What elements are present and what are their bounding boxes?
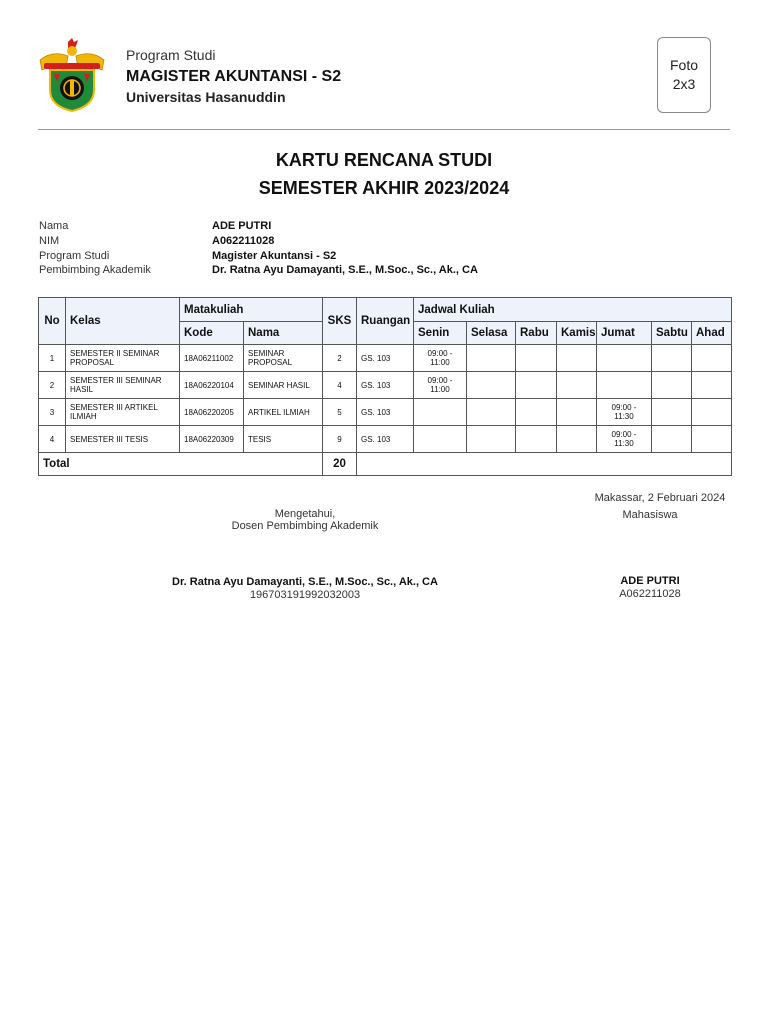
table-row (39, 426, 732, 453)
header-no: No (39, 298, 66, 345)
cell-kelas: SEMESTER III TESIS (66, 426, 180, 453)
cell-kamis (557, 372, 597, 399)
cell-sabtu (652, 426, 692, 453)
cell-kelas: SEMESTER III ARTIKEL ILMIAH (66, 399, 180, 426)
cell-kamis (557, 345, 597, 372)
acknowledged-label: Mengetahui, (274, 508, 336, 520)
program-study-label: Program Studi (39, 250, 110, 262)
total-sks: 20 (323, 453, 357, 476)
cell-selasa (467, 426, 516, 453)
cell-jumat: 09:00 - 11:30 (597, 426, 652, 453)
header-kelas: Kelas (66, 298, 180, 345)
header-jumat: Jumat (597, 322, 652, 345)
cell-nama: SEMINAR PROPOSAL (244, 345, 323, 372)
total-label: Total (39, 453, 323, 476)
header-sks: SKS (323, 298, 357, 345)
cell-jumat (597, 345, 652, 372)
cell-ruangan: GS. 103 (357, 399, 414, 426)
header-sabtu: Sabtu (652, 322, 692, 345)
advisor-signature-name: Dr. Ratna Ayu Damayanti, S.E., M.Soc., Sc., Ak., CA (172, 576, 438, 588)
cell-rabu (516, 399, 557, 426)
total-filler (357, 453, 732, 476)
page-subtitle: SEMESTER AKHIR 2023/2024 (258, 178, 510, 198)
cell-senin (414, 426, 467, 453)
cell-sks: 4 (323, 372, 357, 399)
photo-label: Foto (669, 57, 698, 73)
cell-no: 1 (39, 345, 66, 372)
cell-senin: 09:00 - 11:00 (414, 345, 467, 372)
cell-sks: 9 (323, 426, 357, 453)
cell-ruangan: GS. 103 (357, 426, 414, 453)
cell-ahad (692, 399, 732, 426)
header-matakuliah: Matakuliah (180, 298, 323, 322)
program-name: MAGISTER AKUNTANSI - S2 (126, 68, 342, 85)
student-signature-nim: A062211028 (619, 588, 681, 600)
university-crest-icon (38, 38, 106, 112)
cell-senin (414, 399, 467, 426)
cell-sabtu (652, 399, 692, 426)
header-kamis: Kamis (557, 322, 597, 345)
student-advisor: Dr. Ratna Ayu Damayanti, S.E., M.Soc., Sc., Ak., CA (212, 264, 478, 276)
header-jadwal: Jadwal Kuliah (414, 298, 732, 322)
advisor-id: 196703191992032003 (249, 589, 361, 601)
cell-jumat: 09:00 - 11:30 (597, 399, 652, 426)
cell-rabu (516, 426, 557, 453)
cell-senin: 09:00 - 11:00 (414, 372, 467, 399)
cell-selasa (467, 345, 516, 372)
cell-no: 4 (39, 426, 66, 453)
student-program: Magister Akuntansi - S2 (212, 250, 337, 262)
nim-label: NIM (39, 235, 60, 247)
advisor-label: Pembimbing Akademik (39, 264, 151, 276)
cell-nama: SEMINAR HASIL (244, 372, 323, 399)
header-divider (38, 129, 730, 130)
cell-kode: 18A06220309 (180, 426, 244, 453)
cell-no: 3 (39, 399, 66, 426)
header-senin: Senin (414, 322, 467, 345)
signature-date: Makassar, 2 Februari 2024 (594, 492, 726, 504)
header-rabu: Rabu (516, 322, 557, 345)
cell-kelas: SEMESTER II SEMINAR PROPOSAL (66, 345, 180, 372)
cell-rabu (516, 372, 557, 399)
header-nama: Nama (244, 322, 323, 345)
student-signature-name: ADE PUTRI (620, 575, 680, 587)
student-name: ADE PUTRI (212, 220, 272, 232)
page-title: KARTU RENCANA STUDI (275, 150, 493, 170)
header-kode: Kode (180, 322, 244, 345)
cell-ahad (692, 345, 732, 372)
header-selasa: Selasa (467, 322, 516, 345)
cell-sks: 2 (323, 345, 357, 372)
cell-sabtu (652, 372, 692, 399)
photo-placeholder (657, 37, 711, 113)
header-ahad: Ahad (692, 322, 732, 345)
student-nim: A062211028 (212, 235, 275, 247)
advisor-role: Dosen Pembimbing Akademik (231, 520, 379, 532)
cell-kode: 18A06220104 (180, 372, 244, 399)
cell-kamis (557, 426, 597, 453)
header-ruangan: Ruangan (357, 298, 414, 345)
total-row (39, 453, 732, 476)
cell-selasa (467, 372, 516, 399)
cell-jumat (597, 372, 652, 399)
program-label: Program Studi (126, 47, 216, 63)
university-name: Universitas Hasanuddin (126, 89, 286, 105)
cell-kode: 18A06220205 (180, 399, 244, 426)
cell-sks: 5 (323, 399, 357, 426)
cell-kamis (557, 399, 597, 426)
student-role: Mahasiswa (622, 509, 678, 521)
cell-sabtu (652, 345, 692, 372)
cell-kode: 18A06211002 (180, 345, 244, 372)
cell-ruangan: GS. 103 (357, 372, 414, 399)
cell-ahad (692, 426, 732, 453)
cell-nama: ARTIKEL ILMIAH (244, 399, 323, 426)
table-row (39, 345, 732, 372)
photo-size: 2x3 (672, 76, 696, 92)
cell-no: 2 (39, 372, 66, 399)
cell-ruangan: GS. 103 (357, 345, 414, 372)
cell-ahad (692, 372, 732, 399)
cell-kelas: SEMESTER III SEMINAR HASIL (66, 372, 180, 399)
cell-selasa (467, 399, 516, 426)
name-label: Nama (39, 220, 69, 232)
table-row (39, 399, 732, 426)
table-row (39, 372, 732, 399)
cell-nama: TESIS (244, 426, 323, 453)
cell-rabu (516, 345, 557, 372)
course-table (38, 297, 732, 476)
